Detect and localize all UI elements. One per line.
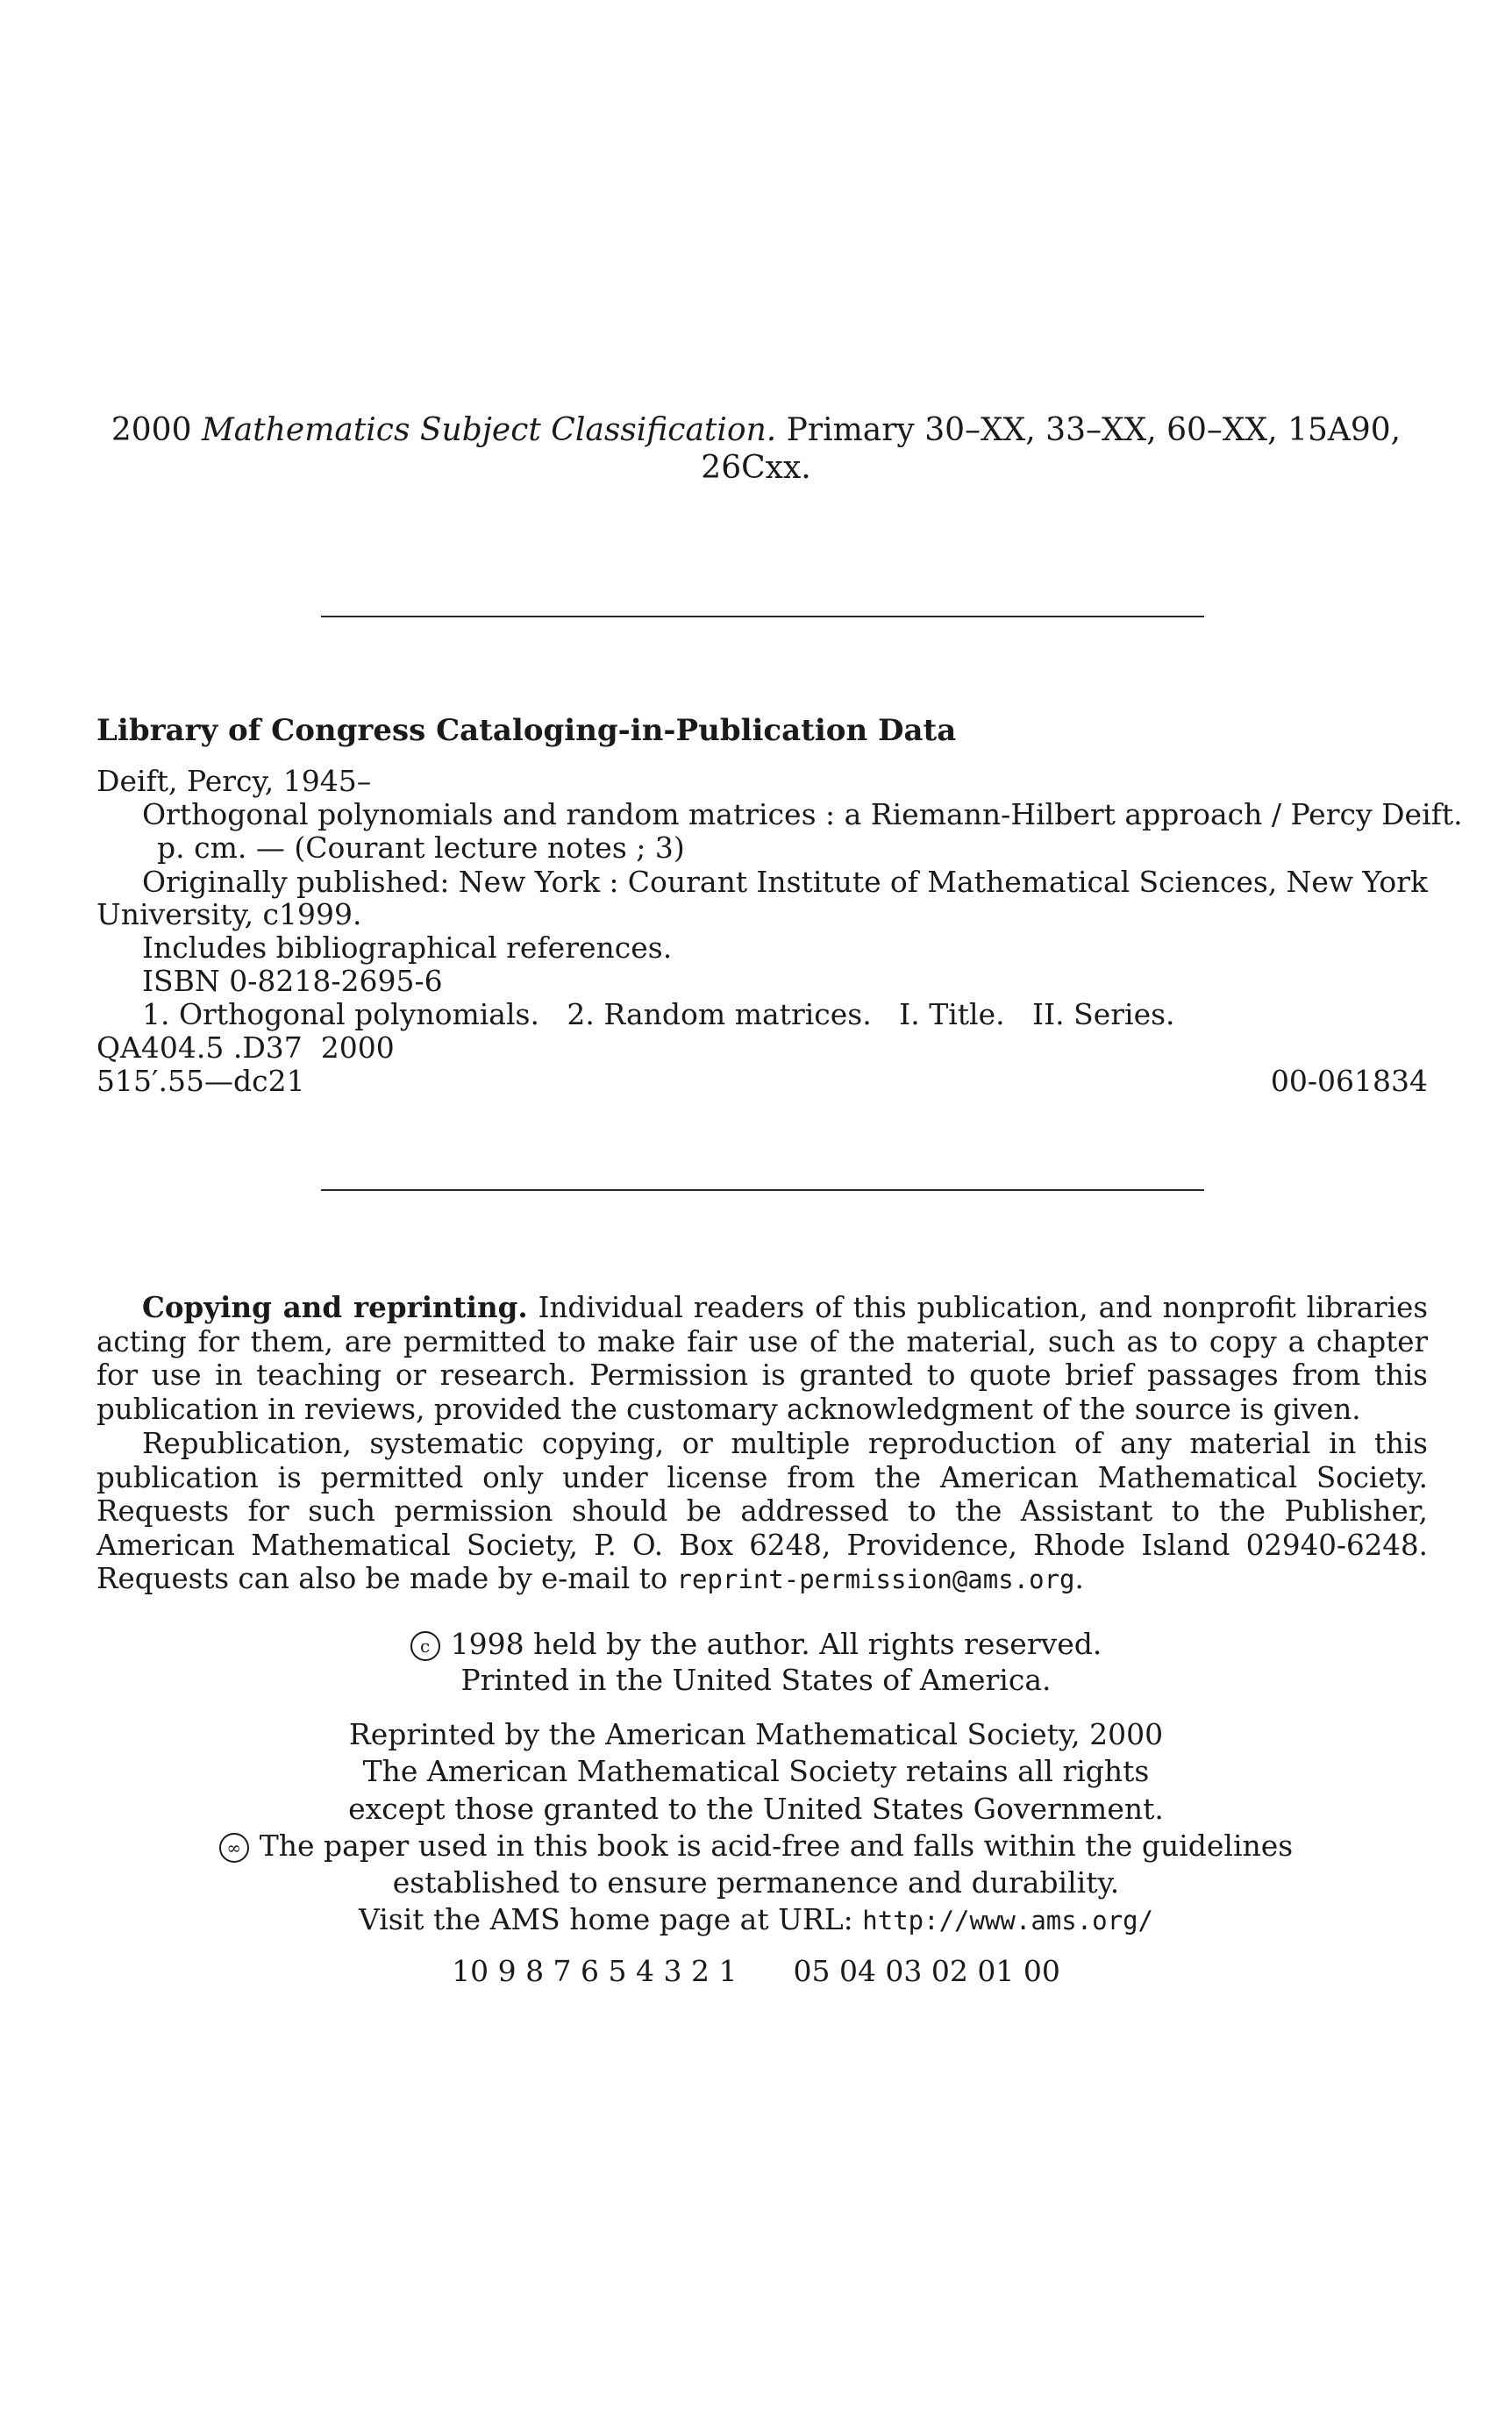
- orig-pub-word: New: [458, 865, 526, 899]
- acid-free-text: The paper used in this book is acid-free and falls within the guidelines: [259, 1829, 1294, 1863]
- copying-heading: Copying and reprinting.: [142, 1290, 528, 1324]
- cip-call-number: QA404.5 .D37 2000: [96, 1030, 395, 1065]
- cip-original-publication-cont: University, c1999.: [96, 897, 362, 931]
- print-run-numbers: [0, 1954, 1512, 1988]
- copyright-text: 1998 held by the author. All rights reserved.: [450, 1627, 1102, 1661]
- ams-url-link[interactable]: http://www.ams.org/: [862, 1906, 1154, 1936]
- copyright-line: [0, 1627, 1512, 1661]
- copying-paragraph: [96, 1291, 1428, 1426]
- url-label: Visit the AMS home page at URL:: [358, 1902, 853, 1936]
- orig-pub-word: :: [609, 865, 619, 899]
- cip-author: Deift, Percy, 1945–: [96, 764, 372, 798]
- orig-pub-word: New: [1286, 865, 1354, 899]
- cip-original-publication: [142, 865, 1428, 899]
- orig-pub-word: published:: [296, 865, 450, 899]
- url-line: [0, 1902, 1512, 1936]
- cip-book-title: Orthogonal polynomials and random matrices : a Riemann-Hilbert approach / Percy Deift.: [142, 797, 1463, 831]
- cip-lccn: 00-061834: [1270, 1064, 1428, 1098]
- permission-email[interactable]: reprint-permission@ams.org: [676, 1565, 1075, 1594]
- copying-text: Individual readers of this publication, and nonprofit libraries acting for them, are permitted to make fair use of the material, such as to copy a chapter for use in teaching or research. Permission is granted to quote brief passages from this publication in reviews, provided the customary acknowledgment of the source is given.: [96, 1291, 1428, 1426]
- year-numbers: 05 04 03 02 01 00: [793, 1954, 1060, 1988]
- republication-text: Republication, systematic copying, or multiple reproduction of any material in this publication is permitted only under license from the American Mathematical Society. Requests for such permission should be addressed to the Assistant to the Publisher, American Mathematical Society, P. O. Box 6248, Providence, Rhode Island 02940-6248. Requests can also be made by e-mail to: [96, 1427, 1428, 1595]
- cip-bibliography: Includes bibliographical references.: [142, 930, 673, 965]
- orig-pub-word: Courant: [627, 865, 748, 899]
- msc-primary: Primary 30–XX, 33–XX, 60–XX, 15A90,: [786, 412, 1401, 448]
- orig-pub-word: York: [1362, 865, 1428, 899]
- msc-label: Mathematics Subject Classification.: [201, 412, 777, 448]
- copyright-icon: c: [410, 1631, 440, 1661]
- reprint-line-3: except those granted to the United States Government.: [348, 1792, 1164, 1826]
- reprint-line-2: The American Mathematical Society retains all rights: [362, 1754, 1150, 1788]
- msc-classification: [0, 412, 1512, 448]
- orig-pub-word: Originally: [142, 865, 288, 899]
- orig-pub-word: Mathematical: [927, 865, 1130, 899]
- printed-in: Printed in the United States of America.: [460, 1663, 1052, 1697]
- msc-continuation: 26Cxx.: [701, 450, 811, 486]
- email-period: .: [1074, 1562, 1084, 1595]
- cip-series: p. cm. — (Courant lecture notes ; 3): [157, 831, 685, 865]
- orig-pub-word: Sciences,: [1138, 865, 1278, 899]
- orig-pub-word: of: [889, 865, 918, 899]
- orig-pub-word: York: [534, 865, 601, 899]
- cip-subjects: 1. Orthogonal polynomials. 2. Random matrices. I. Title. II. Series.: [142, 997, 1175, 1031]
- impression-numbers: 10 9 8 7 6 5 4 3 2 1: [452, 1954, 738, 1988]
- republication-paragraph: [96, 1427, 1428, 1597]
- msc-year: 2000: [111, 412, 192, 448]
- cip-title: Library of Congress Cataloging-in-Publication Data: [96, 713, 957, 748]
- cip-isbn: ISBN 0-8218-2695-6: [142, 964, 443, 998]
- reprint-line-1: Reprinted by the American Mathematical Society, 2000: [348, 1717, 1164, 1751]
- orig-pub-word: Institute: [756, 865, 881, 899]
- permanence-line: established to ensure permanence and durability.: [392, 1865, 1120, 1900]
- cip-dewey: 515′.55—dc21: [96, 1064, 305, 1098]
- divider-top: [321, 616, 1204, 617]
- divider-bottom: [321, 1189, 1204, 1191]
- acid-free-line: [0, 1829, 1512, 1863]
- infinity-icon: ∞: [219, 1833, 249, 1863]
